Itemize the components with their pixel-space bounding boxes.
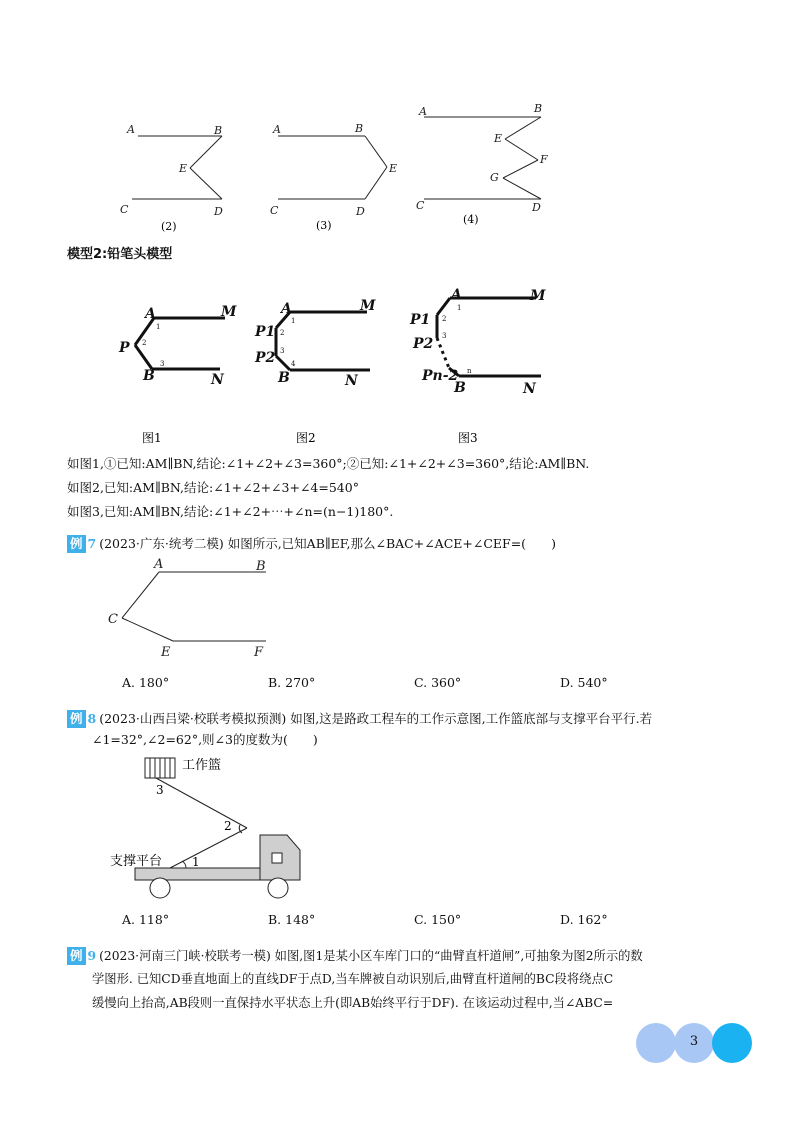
fig3-label-C: C [270, 204, 279, 217]
p3-label-N: N [523, 381, 536, 397]
fig2-label-A: A [127, 123, 135, 136]
fig4-label-D: D [532, 201, 541, 214]
ex7-option-b[interactable]: B. 270° [268, 675, 316, 690]
example-number: 8 [87, 711, 97, 726]
ex8-option-a[interactable]: A. 118° [122, 912, 170, 927]
figure-4 [424, 117, 541, 199]
p2-caption: 图2 [296, 431, 316, 445]
example-number: 9 [87, 948, 97, 963]
p1-label-A: A [145, 306, 156, 322]
ex7-label-B: B [256, 559, 266, 574]
p3-caption: 图3 [458, 431, 478, 445]
fig4-label-F: F [540, 153, 548, 166]
example-7-question [67, 533, 556, 554]
fig2-caption: (2) [161, 220, 177, 233]
pencil-figure-3 [437, 298, 541, 376]
fig3-label-A: A [273, 123, 281, 136]
p2-angle-1: 1 [291, 317, 296, 325]
p1-angle-1: 1 [156, 323, 161, 331]
p1-angle-3: 3 [160, 360, 165, 368]
example-badge: 例 [67, 947, 86, 965]
fig3-caption: (3) [316, 219, 332, 232]
p1-label-M: M [221, 304, 237, 320]
fig2-label-C: C [120, 203, 129, 216]
pencil-figure-1 [135, 318, 225, 369]
page-number: 3 [689, 1034, 699, 1049]
ex7-option-a[interactable]: A. 180° [122, 675, 170, 690]
example-8-text-line2: ∠1=32°,∠2=62°,则∠3的度数为( ) [92, 732, 318, 747]
angle-2-label: 2 [224, 819, 232, 833]
example-badge: 例 [67, 535, 86, 553]
p1-label-B: B [143, 368, 155, 384]
p3-angle-n: n [467, 367, 472, 375]
fig4-label-C: C [416, 199, 425, 212]
model2-figures [0, 280, 794, 455]
angle-1-label: 1 [192, 855, 200, 869]
ex7-label-F: F [254, 645, 264, 660]
fig4-label-B: B [534, 102, 543, 115]
example-badge: 例 [67, 710, 86, 728]
ex8-option-b[interactable]: B. 148° [268, 912, 316, 927]
p3-angle-3: 3 [442, 332, 447, 340]
p2-label-P2: P2 [255, 350, 276, 366]
model2-line-3: 如图3,已知:AM∥BN,结论:∠1+∠2+⋯+∠n=(n−1)180°. [67, 504, 394, 519]
fig3-label-D: D [356, 205, 365, 218]
ex7-label-A: A [154, 557, 164, 572]
p2-angle-2: 2 [280, 329, 285, 337]
ex7-label-C: C [108, 612, 118, 627]
example-9-line2: 学图形. 已知CD垂直地面上的直线DF于点D,当车牌被自动识别后,曲臂直杆道闸的BC段将绕点C [92, 972, 614, 986]
model2-line-2: 如图2,已知:AM∥BN,结论:∠1+∠2+∠3+∠4=540° [67, 480, 359, 495]
p2-label-A: A [281, 301, 292, 317]
model2-heading: 模型2:铅笔头模型 [67, 247, 173, 262]
p2-label-M: M [360, 298, 376, 314]
ex7-label-E: E [161, 645, 171, 660]
p1-angle-2: 2 [142, 339, 147, 347]
p2-angle-4: 4 [291, 360, 296, 368]
fig2-label-B: B [214, 124, 223, 137]
example-8-text-line1: (2023·山西吕梁·校联考模拟预测) 如图,这是路政工程车的工作示意图,工作篮底部与支撑平台平行.若 [99, 711, 653, 726]
example-9-line3: 缓慢向上抬高,AB段则一直保持水平状态上升(即AB始终平行于DF). 在该运动过程中,当∠ABC= [92, 996, 614, 1010]
fig3-label-E: E [389, 162, 398, 175]
p2-angle-3: 3 [280, 347, 285, 355]
p3-label-M: M [530, 288, 546, 304]
ex7-option-c[interactable]: C. 360° [414, 675, 462, 690]
figure-row-top [0, 95, 794, 235]
example-number: 7 [87, 536, 97, 551]
angle-3-label: 3 [156, 783, 164, 797]
ex8-option-c[interactable]: C. 150° [414, 912, 462, 927]
fig4-label-E: E [494, 132, 503, 145]
example-9-line1: (2023·河南三门峡·校联考一模) 如图,图1是某小区车库门口的“曲臂直杆道闸”,可抽象为图2所示的数 [99, 949, 643, 963]
fig4-label-A: A [419, 105, 427, 118]
p1-label-P: P [119, 340, 130, 356]
work-basket [145, 758, 175, 778]
figure-2 [132, 136, 222, 199]
p3-label-Pn-2: Pn-2 [422, 368, 459, 384]
ex8-option-d[interactable]: D. 162° [560, 912, 608, 927]
example-8-figure [100, 755, 320, 905]
p2-label-N: N [345, 373, 358, 389]
p2-label-P1: P1 [255, 324, 276, 340]
p3-label-B: B [454, 380, 466, 396]
bubble-right [712, 1023, 752, 1063]
example-8-question [67, 708, 652, 729]
example-9-question [67, 945, 643, 967]
p3-label-A: A [451, 287, 462, 303]
page-number-decoration [636, 1023, 754, 1063]
p1-label-N: N [211, 372, 224, 388]
bubble-left [636, 1023, 676, 1063]
p3-angle-2: 2 [442, 315, 447, 323]
p1-caption: 图1 [142, 431, 162, 445]
fig2-label-D: D [214, 205, 223, 218]
fig2-label-E: E [179, 162, 188, 175]
p3-label-P2: P2 [413, 336, 434, 352]
example-7-figure [100, 555, 280, 660]
basket-label: 工作篮 [182, 758, 222, 773]
model2-line-1: 如图1,①已知:AM∥BN,结论:∠1+∠2+∠3=360°;②已知:∠1+∠2+∠3=360°,结论:AM∥BN. [67, 456, 590, 471]
arm [156, 778, 247, 868]
example-7-text: (2023·广东·统考二模) 如图所示,已知AB∥EF,那么∠BAC+∠ACE+∠CEF=( ) [99, 536, 556, 551]
p3-angle-1: 1 [457, 304, 462, 312]
fig4-caption: (4) [463, 213, 479, 226]
p2-label-B: B [278, 370, 290, 386]
platform-label: 支撑平台 [110, 854, 163, 869]
ex7-option-d[interactable]: D. 540° [560, 675, 608, 690]
fig4-label-G: G [490, 171, 499, 184]
p3-label-P1: P1 [410, 312, 431, 328]
fig3-label-B: B [355, 122, 364, 135]
figure-3 [278, 136, 387, 199]
